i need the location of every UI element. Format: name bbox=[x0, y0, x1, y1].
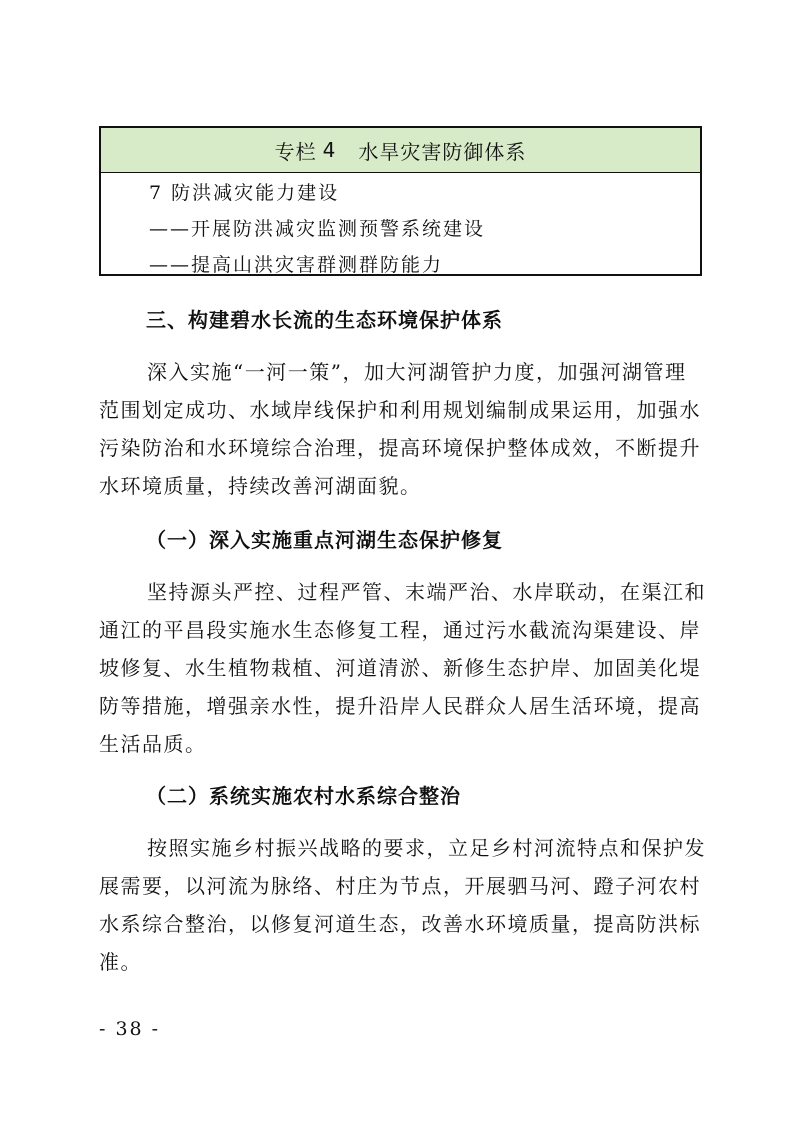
paragraph-line: 范围划定成功、水域岸线保护和利用规划编制成果运用，加强水 bbox=[99, 398, 701, 422]
paragraph-line: 通江的平昌段实施水生态修复工程，通过污水截流沟渠建设、岸 bbox=[99, 618, 701, 642]
paragraph-line: 坚持源头严控、过程严管、末端严治、水岸联动，在渠江和 bbox=[147, 580, 706, 604]
paragraph-line: 污染防治和水环境综合治理，提高环境保护整体成效，不断提升 bbox=[99, 436, 701, 460]
paragraph-line: 坡修复、水生植物栽植、河道清淤、新修生态护岸、加固美化堤 bbox=[99, 656, 701, 680]
page-number: - 38 - bbox=[99, 1018, 161, 1040]
paragraph-line: 防等措施，增强亲水性，提升沿岸人民群众人居生活环境，提高 bbox=[99, 694, 701, 718]
column-box-header bbox=[101, 128, 700, 173]
column-box-line: 7 防洪减灾能力建设 bbox=[149, 182, 340, 204]
paragraph-line: 生活品质。 bbox=[99, 732, 207, 756]
paragraph-line: 水系综合整治，以修复河道生态，改善水环境质量，提高防洪标 bbox=[99, 912, 701, 936]
column-box-number: 4 bbox=[322, 138, 337, 162]
subsection-title: （一）深入实施重点河湖生态保护修复 bbox=[146, 528, 503, 552]
column-box bbox=[99, 126, 702, 276]
column-box-line: ——开展防洪减灾监测预警系统建设 bbox=[149, 218, 486, 240]
paragraph-line: 展需要，以河流为脉络、村庄为节点，开展驷马河、蹬子河农村 bbox=[99, 874, 701, 898]
paragraph-line: 水环境质量，持续改善河湖面貌。 bbox=[99, 474, 422, 498]
paragraph-line: 准。 bbox=[99, 950, 142, 974]
column-box-line: ——提高山洪灾害群测群防能力 bbox=[149, 254, 444, 276]
column-box-title: 水旱灾害防御体系 bbox=[358, 139, 527, 164]
column-box-prefix: 专栏 bbox=[274, 139, 317, 164]
subsection-title: （二）系统实施农村水系综合整治 bbox=[146, 784, 461, 808]
paragraph-line: 按照实施乡村振兴战略的要求，立足乡村河流特点和保护发 bbox=[147, 836, 706, 860]
section-title: 三、构建碧水长流的生态环境保护体系 bbox=[146, 308, 503, 332]
paragraph-line: 深入实施“一河一策”，加大河湖管护力度，加强河湖管理 bbox=[147, 360, 687, 384]
